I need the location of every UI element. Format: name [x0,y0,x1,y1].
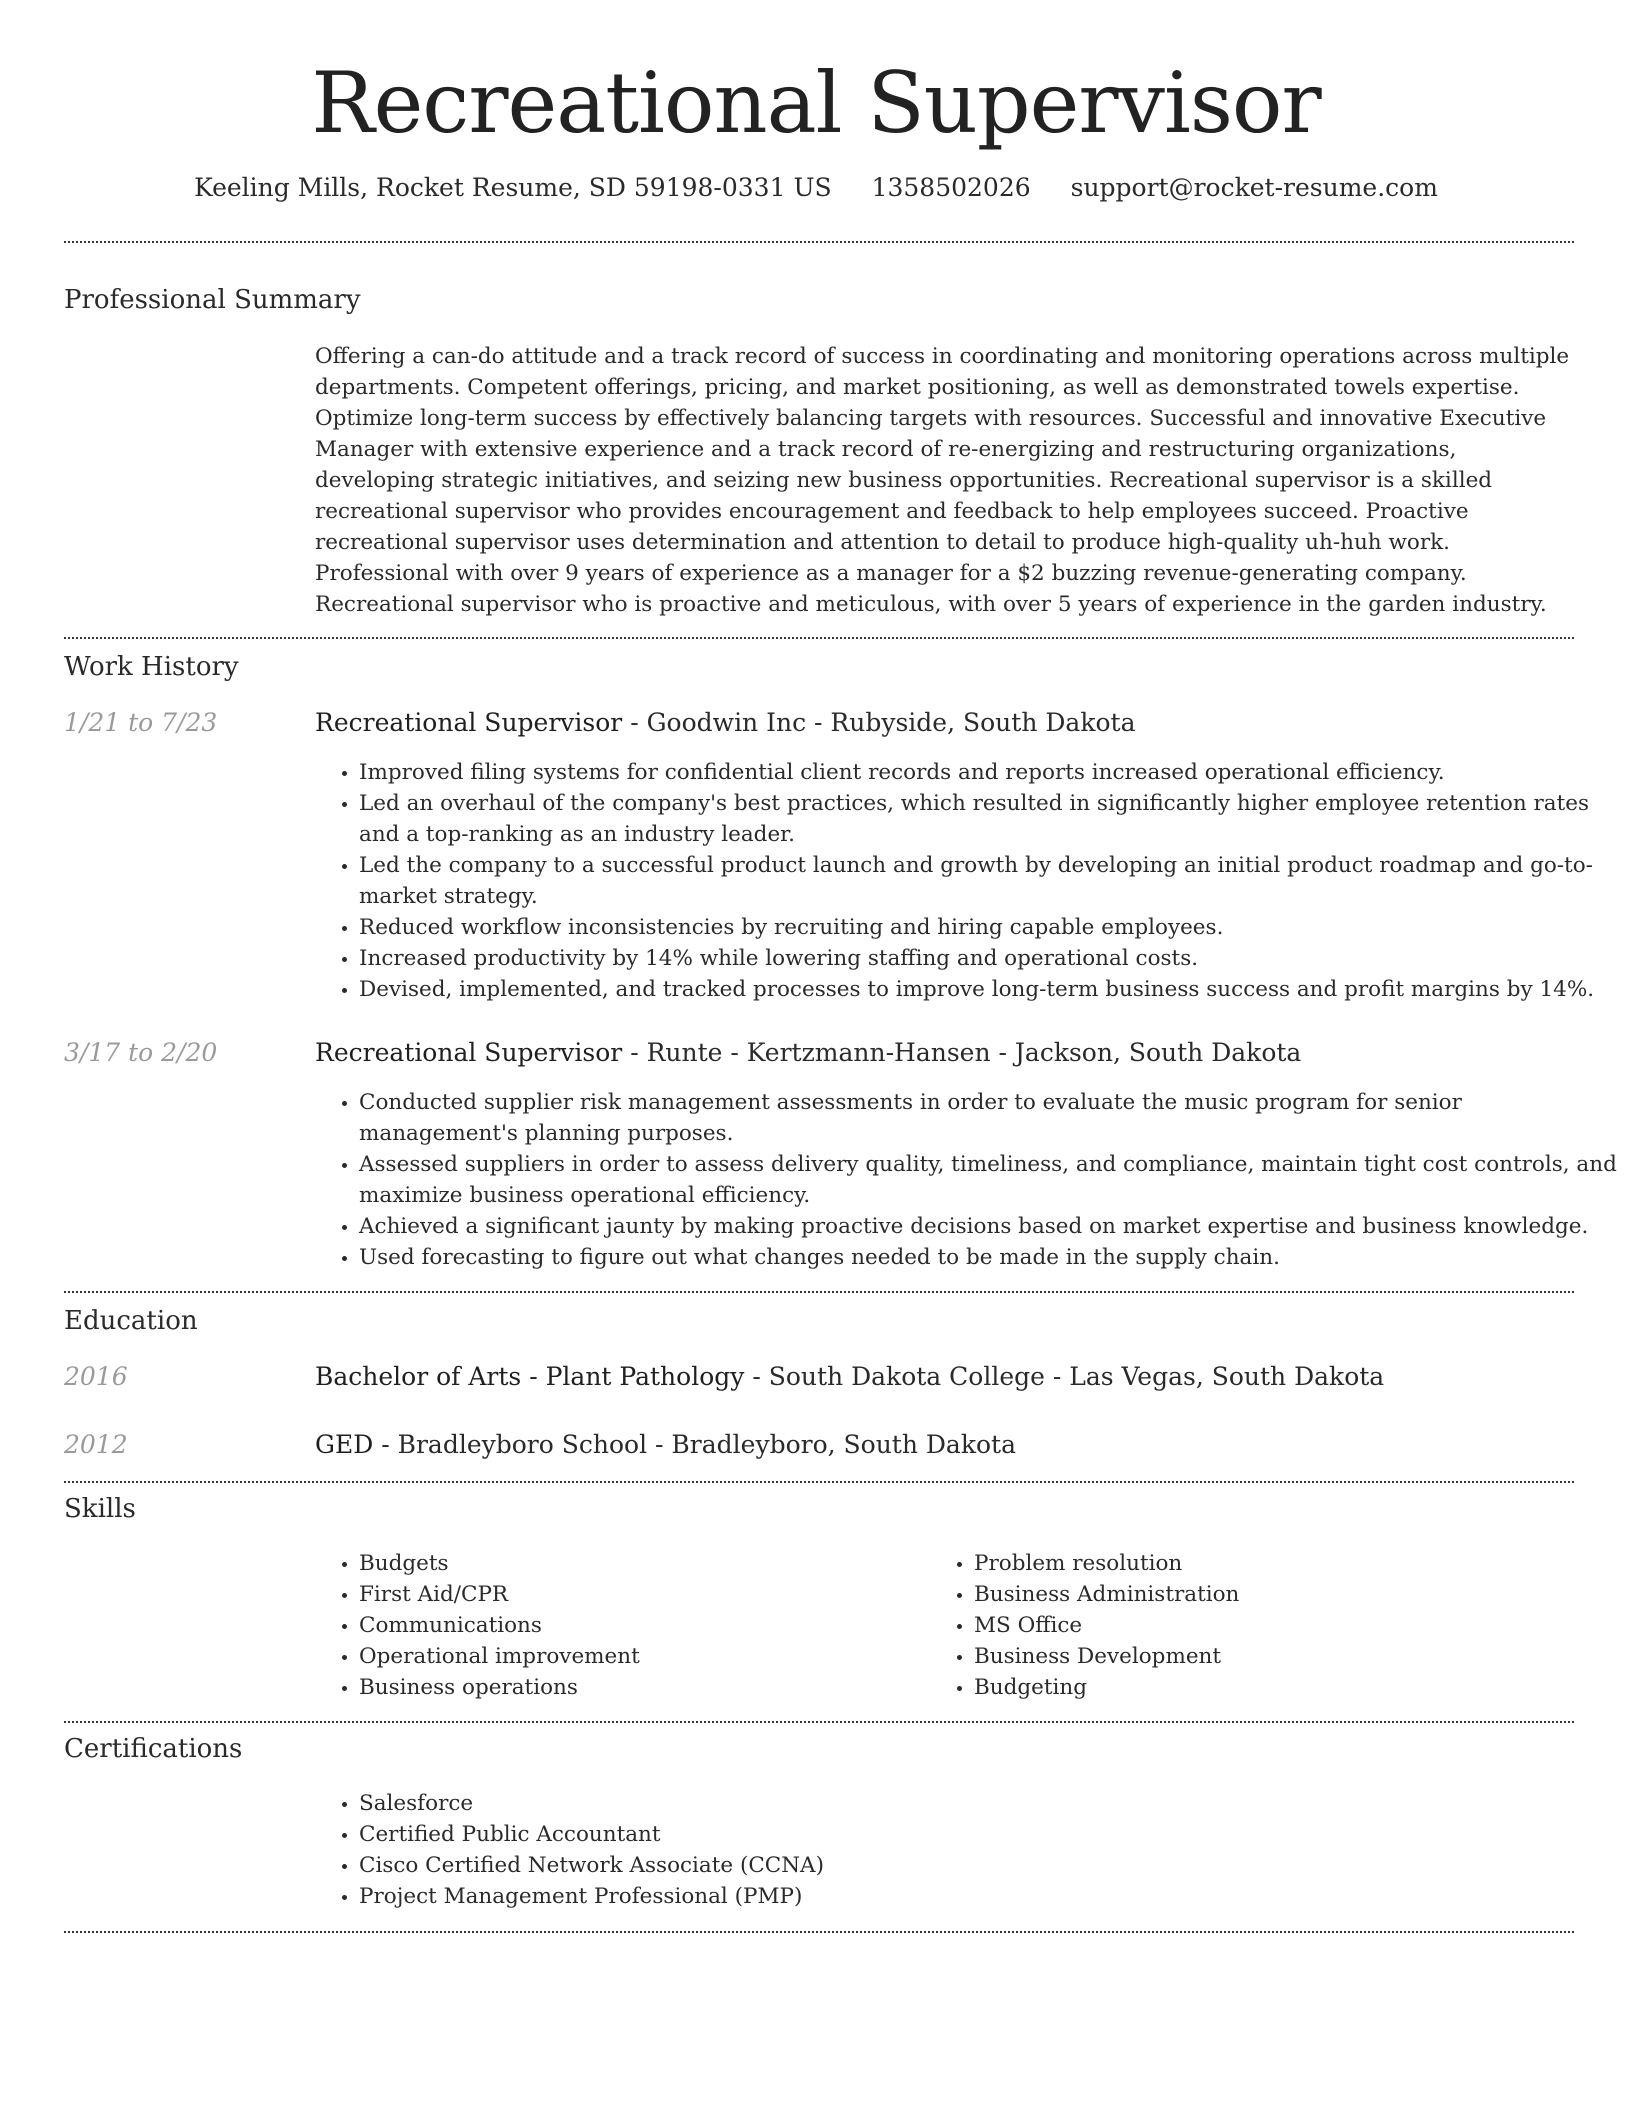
school: - South Dakota College - Las Vegas, South Dakota [744,1362,1385,1391]
skill-item: • Communications [359,1610,919,1641]
list-item: • Led the company to a successful product launch and growth by developing an initial product roadmap and go-to-market strategy. [359,850,1621,912]
list-item: • Conducted supplier risk management assessments in order to evaluate the music program for senior management's planning purposes. [359,1087,1621,1149]
list-item: • Assessed suppliers in order to assess delivery quality, timeliness, and compliance, maintain tight cost controls, and maximize business operational efficiency. [359,1149,1621,1211]
divider [64,1721,1574,1723]
degree: Bachelor of Arts - Plant Pathology [315,1362,745,1391]
education-year: 2012 [64,1430,128,1459]
list-item: • Led an overhaul of the company's best practices, which resulted in significantly higher employee retention rates and a top-ranking as an industry leader. [359,788,1621,850]
skill-item: • Problem resolution [974,1548,1574,1579]
education-year: 2016 [64,1362,128,1391]
certification-item: • Project Management Professional (PMP) [359,1881,1359,1912]
job-role: Recreational Supervisor [315,708,623,737]
skills-list-right [930,1548,1574,1703]
skill-item: • First Aid/CPR [359,1579,919,1610]
list-item: • Improved filing systems for confidential client records and reports increased operational efficiency. [359,757,1621,788]
divider [64,1291,1574,1293]
address-text: Keeling Mills, Rocket Resume, SD 59198-0331 US [194,173,832,202]
candidate-name: Recreational Supervisor [311,54,1321,152]
school: - Bradleyboro School - Bradleyboro, South Dakota [373,1430,1016,1459]
job-bullets [315,1087,1621,1273]
job-employer: - Runte - Kertzmann-Hansen - Jackson, South Dakota [622,1038,1302,1067]
skills-list-left [315,1548,919,1703]
list-item: • Used forecasting to figure out what changes needed to be made in the supply chain. [359,1242,1621,1273]
job-heading [315,1036,1301,1070]
certification-item: • Cisco Certified Network Associate (CCNA) [359,1850,1359,1881]
skill-item: • Budgeting [974,1672,1574,1703]
job-heading [315,706,1135,740]
skill-item: • Operational improvement [359,1641,919,1672]
job-bullets [315,757,1621,1005]
education-heading [315,1428,1016,1462]
skill-item: • MS Office [974,1610,1574,1641]
certifications-list [315,1788,1359,1912]
skill-item: • Business Administration [974,1579,1574,1610]
divider [64,241,1574,243]
contact-line [0,170,1632,206]
job-role: Recreational Supervisor [315,1038,623,1067]
job-dates: 3/17 to 2/20 [64,1038,218,1067]
email-text: support@rocket-resume.com [1070,173,1438,202]
certification-item: • Certified Public Accountant [359,1819,1359,1850]
list-item: • Reduced workflow inconsistencies by recruiting and hiring capable employees. [359,912,1621,943]
section-title-education: Education [64,1306,198,1336]
section-title-work: Work History [64,652,239,682]
divider [64,637,1574,639]
job-employer: - Goodwin Inc - Rubyside, South Dakota [622,708,1136,737]
phone-text: 1358502026 [871,173,1031,202]
divider [64,1481,1574,1483]
degree: GED [315,1430,374,1459]
skill-item: • Business operations [359,1672,919,1703]
skill-item: • Budgets [359,1548,919,1579]
certification-item: • Salesforce [359,1788,1359,1819]
divider [64,1931,1574,1933]
section-title-skills: Skills [64,1494,136,1524]
section-title-summary: Professional Summary [64,285,361,315]
list-item: • Achieved a significant jaunty by making proactive decisions based on market expertise and business knowledge. [359,1211,1621,1242]
summary-text: Offering a can-do attitude and a track record of success in coordinating and monitoring operations across multiple departments. Competent offerings, pricing, and market positioning, as well as demonstrated towels expertise. Optimize long-term success by effectively balancing targets with resources. Successful and innovative Executive Manager with extensive experience and a track record of re-energizing and restructuring organizations, developing strategic initiatives, and seizing new business opportunities. Recreational supervisor is a skilled recreational supervisor who provides encouragement and feedback to help employees succeed. Proactive recreational supervisor uses determination and attention to detail to produce high-quality uh-huh work. Professional with over 9 years of experience as a manager for a $2 buzzing revenue-generating company. Recreational supervisor who is proactive and meticulous, with over 5 years of experience in the garden industry. [315,344,1570,617]
education-heading [315,1360,1384,1394]
list-item: • Devised, implemented, and tracked processes to improve long-term business success and profit margins by 14%. [359,974,1621,1005]
skill-item: • Business Development [974,1641,1574,1672]
section-title-certifications: Certifications [64,1734,243,1764]
list-item: • Increased productivity by 14% while lowering staffing and operational costs. [359,943,1621,974]
job-dates: 1/21 to 7/23 [64,708,218,737]
